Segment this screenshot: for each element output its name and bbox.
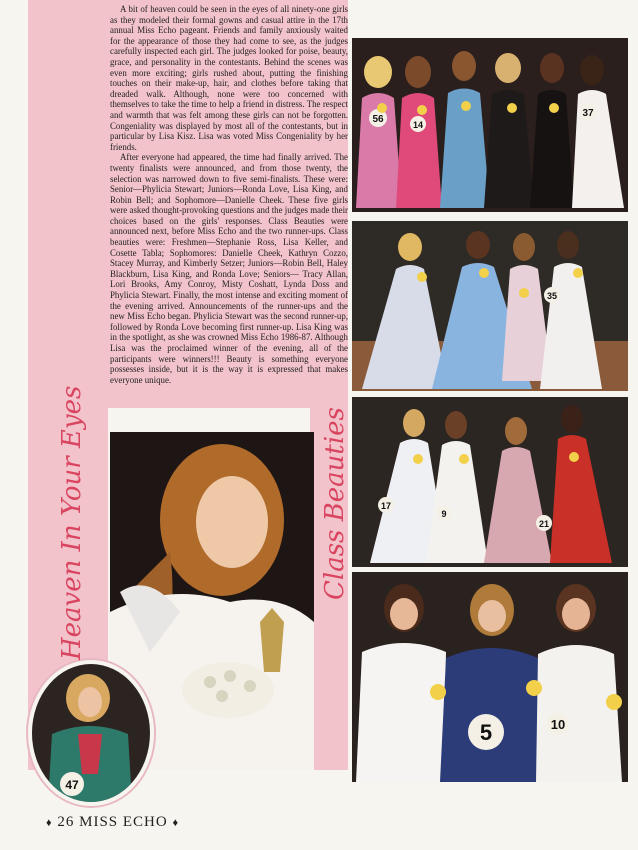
- page-footer: [46, 814, 179, 831]
- oval-inset-photo: [28, 660, 154, 806]
- contestant-number-5: 5: [479, 720, 493, 745]
- contestant-number-47: 47: [65, 778, 79, 792]
- contestant-number-21: 21: [538, 519, 550, 529]
- photo-class-beauties: [352, 397, 628, 567]
- heading-class-beauties: Class Beauties: [320, 407, 350, 600]
- contestant-number-56: 56: [372, 114, 384, 125]
- photo-contestants-group-1: [352, 38, 628, 212]
- footer-diamond-right: ♦: [172, 817, 180, 829]
- contestant-number-37: 37: [582, 108, 594, 119]
- page-number: 26: [57, 814, 75, 830]
- heading-heaven-in-your-eyes: Heaven In Your Eyes: [57, 385, 87, 660]
- contestant-number-14: 14: [412, 120, 424, 130]
- photo-contestants-group-2: [352, 221, 628, 391]
- article-text: [110, 4, 348, 385]
- contestant-number-35: 35: [546, 291, 558, 301]
- contestant-number-10: 10: [550, 717, 566, 732]
- contestant-number-9: 9: [441, 509, 447, 519]
- footer-section-title: MISS ECHO: [79, 814, 168, 830]
- article-paragraph-1: A bit of heaven could be seen in the eyes of all ninety-one girls as they modeled their formal gowns and casual attire in the 17th annual Miss Echo pageant. Friends and family anxiously waited for the appearance of those they had come to see, as the judges carefully inspected each girl. The judges looked for poise, beauty, grace, and personality in the contestants. Behind the scenes was even more exciting; girls rushed about, putting the finishing touches on their make-up, hair, and clothes before taking that dreaded walk. Although, none were too concerned with themselves to take the time to help a friend in distress. The respect and warmth that was felt among these girls can not be forgotten. Congeniality was displayed by most all of the contestants, but in particular by Lisa Kisz. Lisa was voted Miss Congeniality by her friends.: [110, 4, 348, 152]
- contestant-number-17: 17: [380, 501, 392, 511]
- footer-diamond-left: ♦: [46, 817, 53, 829]
- article-paragraph-2: After everyone had appeared, the time had finally arrived. The twenty finalists were announced, and from those twenty, the selection was narrowed down to five semi-finalists. These were: Senior—Phylicia Stewart; Juniors—Ronda Love, Lisa King, and Robin Bell; and Sophomore—Danielle Cheek. These five girls were asked thought-provoking questions and the judges made their choices based on the girls' responses. Class Beauties were announced next, before Miss Echo and the two runner-ups. Class beauties were: Freshmen—Stephanie Ross, Lisa Keller, and Cosette Tabla; Sophomores: Danielle Cheek, Kathryn Cozzo, Stacey Murray, and Kimberly Setzer; Juniors—Robin Bell, Haley Blackburn, Lisa King, and Ronda Love; Seniors— Tracy Allan, Lori Brooks, Amy Conroy, Misty Coshatt, Lynda Doss and Phylicia Stewart. Finally, the most intense and exciting moment of the evening arrived. Announcements of the runner-ups and the new Miss Echo began. Phylicia Stewart was the second runner-up, followed by Ronda Love becoming first runner-up. Lisa King was in the spotlight, as she was crowned Miss Echo 1986-87. Although Lisa was the proclaimed winner of the evening, all of the participants were winners!!! Beauty is something everyone possesses inside, but it is the way it is expressed that makes everyone unique.: [110, 152, 348, 385]
- photo-finalists: [352, 572, 628, 782]
